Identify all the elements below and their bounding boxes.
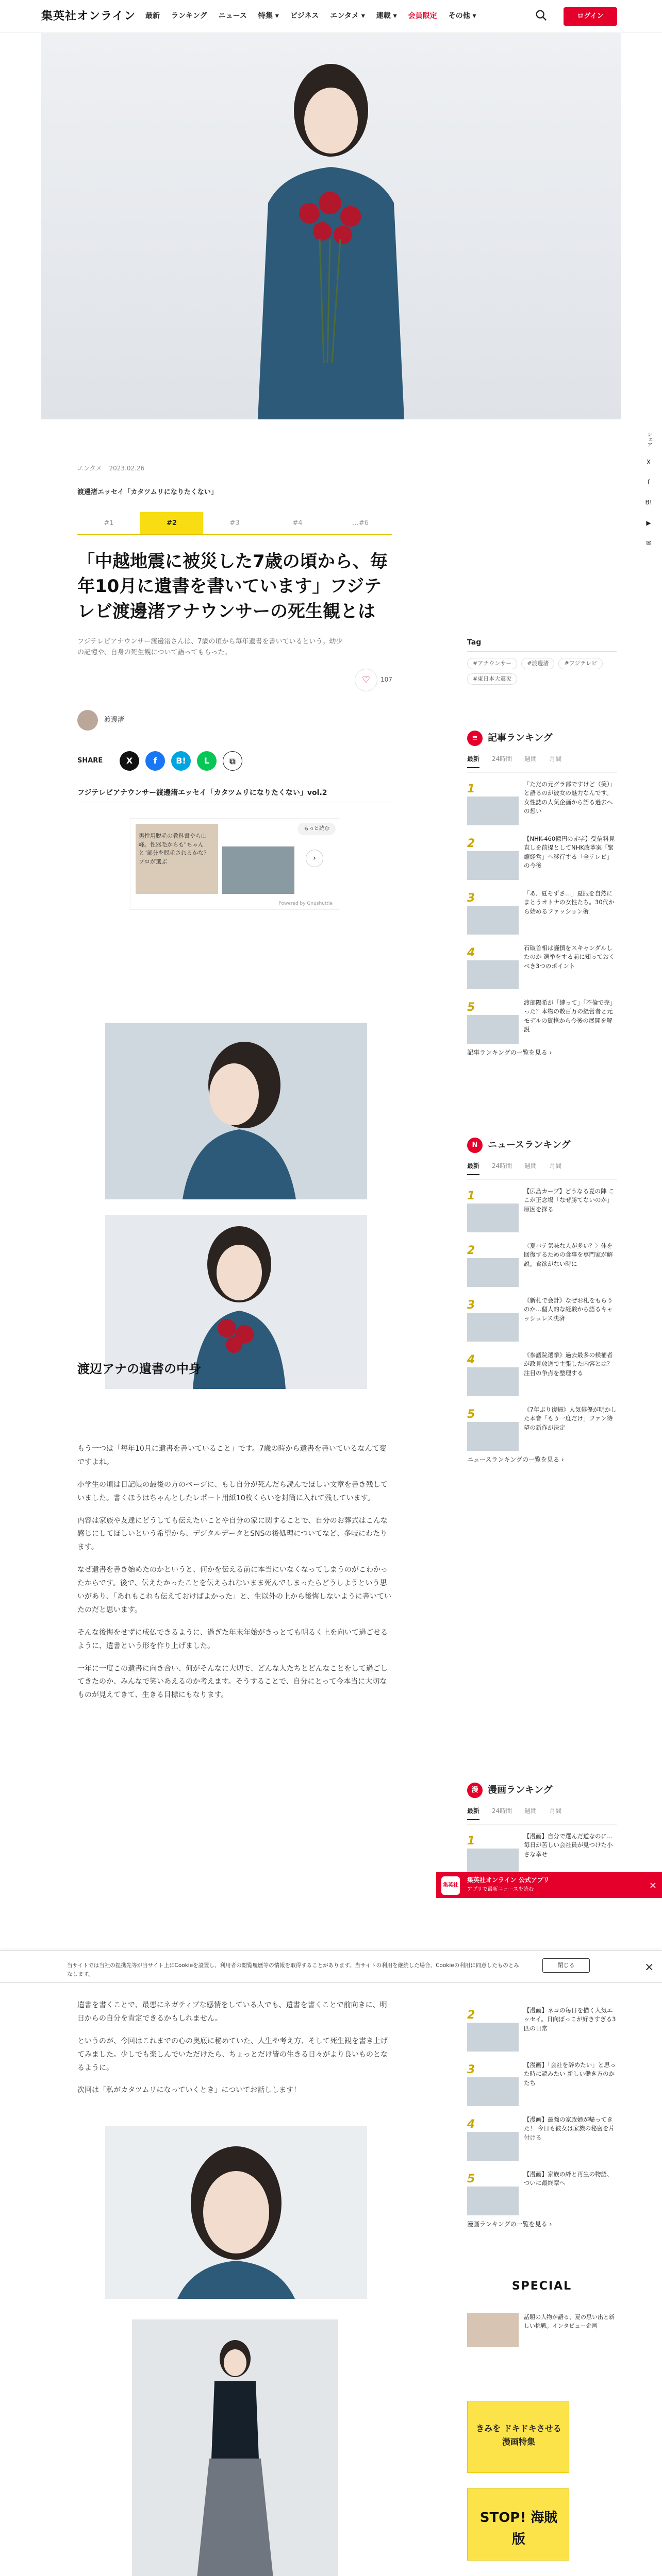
nav-item-entertainment[interactable]: エンタメ ▾ <box>330 12 365 20</box>
rank-number: 5 <box>467 1001 475 1014</box>
tab-24h[interactable]: 24時間 <box>492 1807 512 1815</box>
breadcrumb-category[interactable]: エンタメ <box>77 465 102 472</box>
ranking-item[interactable] <box>467 780 617 827</box>
ad-more-badge[interactable]: もっと読む <box>297 823 336 835</box>
rank-number: 5 <box>467 2173 475 2185</box>
episode-tabs <box>77 512 392 535</box>
manga-banner-text[interactable]: きみを ドキドキさせる 漫画特集 <box>476 2424 561 2447</box>
stop-piracy-banner[interactable] <box>467 2488 569 2561</box>
ranking-heading <box>467 1138 617 1153</box>
tab-monthly[interactable]: 月間 <box>549 1162 562 1170</box>
tag-item[interactable]: #東日本大震災 <box>467 673 517 685</box>
ranking-thumbnail[interactable] <box>467 1015 519 1044</box>
ranking-thumbnail[interactable] <box>467 2023 519 2052</box>
facebook-icon[interactable]: f <box>647 479 650 486</box>
ranking-title[interactable]: 《7年ぶり復帰》人気俳優が明かした本音「もう一度だけ」ファン待望の新作が決定 <box>524 1406 617 1431</box>
tab-24h[interactable]: 24時間 <box>492 755 512 762</box>
chevron-right-icon[interactable]: › <box>306 850 323 867</box>
ranking-item[interactable] <box>467 2170 617 2217</box>
hero-portrait <box>41 33 621 419</box>
rank-number: 3 <box>467 2063 475 2076</box>
news-ranking <box>467 1138 617 1465</box>
ranking-more-link[interactable]: 漫画ランキングの一覧を見る › <box>467 2221 552 2228</box>
ranking-more-link[interactable]: ニュースランキングの一覧を見る › <box>467 1456 564 1464</box>
hatena-share-icon[interactable]: B! <box>171 751 191 771</box>
manga-ranking <box>467 1783 617 1879</box>
ranking-title[interactable]: 【漫画】ネコの毎日を描く人気エッセイ。日向ぼっこが好きすぎる3匹の日常 <box>524 2007 616 2032</box>
article-title: 「中越地震に被災した7歳の頃から、毎年10月に遺書を書いています」フジテレビ渡邊渚アナウンサーの死生観とは <box>77 551 388 622</box>
tab-episode-2[interactable]: #2 <box>140 512 203 534</box>
author-name[interactable]: 渡邊渚 <box>104 716 125 724</box>
rank-number: 4 <box>467 946 475 960</box>
ranking-tabs <box>467 1161 617 1180</box>
ranking-item[interactable] <box>467 1242 617 1289</box>
nav-item-feature[interactable]: 特集 ▾ <box>258 12 279 20</box>
paragraph: もう一つは「毎年10月に遺書を書いていること」です。7歳の時から遺書を書いているなんて変ですよね。 <box>77 1445 387 1466</box>
ad-text[interactable]: 男性用脱毛の教科書やら山峰。性器毛からも"ちゃんと"部分を脱毛されるかな？ プロが選ぶ <box>139 833 210 865</box>
ranking-thumbnail[interactable] <box>467 960 519 989</box>
close-icon[interactable]: × <box>644 1961 654 1974</box>
ranking-title[interactable]: 《参議院選挙》過去最多の候補者が政見放送で主張した内容とは？ 注目の争点を整理する <box>524 1351 613 1377</box>
ranking-item[interactable] <box>467 1296 617 1344</box>
tag-section <box>467 637 617 685</box>
article-lead: フジテレビアナウンサー渡邊渚さんは、7歳の頃から毎年遺書を書いているという。幼少の記憶や、自身の死生観について語ってもらった。 <box>77 638 343 656</box>
ranking-thumbnail[interactable] <box>467 2132 519 2161</box>
close-icon[interactable]: × <box>649 1880 657 1891</box>
like-count: 107 <box>380 676 392 683</box>
article-photo-1[interactable] <box>105 1023 367 1199</box>
rank-number: 3 <box>467 1299 475 1312</box>
rank-number: 5 <box>467 1408 475 1421</box>
photo-3-figure <box>105 2126 367 2299</box>
like-widget[interactable] <box>355 669 392 693</box>
ad-widget[interactable] <box>130 818 339 910</box>
paragraph: 小学生の頃は日記帳の最後の方のページに、もし自分が死んだら読んでほしい文章を書き残していました。書くほうはちゃんとしたレポート用紙10枚くらいを封筒に入れて残しています。 <box>77 1480 388 1502</box>
ranking-thumbnail[interactable] <box>467 1313 519 1342</box>
stop-piracy-text[interactable]: STOP! 海賊版 <box>479 2510 558 2547</box>
special-section <box>467 2277 617 2295</box>
nav-item-ranking[interactable]: ランキング <box>171 12 207 20</box>
hero-image <box>41 33 621 419</box>
tab-latest[interactable]: 最新 <box>467 1161 479 1175</box>
ranking-tabs <box>467 754 617 773</box>
photo-1-figure <box>105 1023 367 1199</box>
app-banner-subtitle: アプリで最新ニュースを読む <box>467 1887 534 1892</box>
app-download-banner[interactable] <box>436 1872 662 1898</box>
ranking-item[interactable] <box>467 1351 617 1398</box>
ranking-thumbnail[interactable] <box>467 2077 519 2106</box>
manga-icon: 漫 <box>467 1783 483 1798</box>
nav-item-other[interactable]: その他 ▾ <box>448 12 476 20</box>
ranking-title[interactable]: 「ただの元グラ部ですけど（笑）」と語るのが彼女の魅力なんです。女性誌の人気企画から語る過去への想い <box>524 781 616 815</box>
tab-weekly[interactable]: 週間 <box>524 755 537 762</box>
tab-weekly[interactable]: 週間 <box>524 1162 537 1170</box>
tab-episode-more[interactable]: …#6 <box>352 519 369 527</box>
ranking-title[interactable]: 《新札で会計》なぜお札をもらうのか…個人的な経験から語るキャッシュレス決済 <box>524 1297 613 1322</box>
ranking-item[interactable] <box>467 835 617 882</box>
article-body-2 <box>77 1999 392 2107</box>
ranking-title[interactable]: 【漫画】自分で選んだ道なのに…毎日が苦しい会社員が見つけた小さな幸せ <box>524 1833 613 1858</box>
ad-powered-by: Powered by Gnushuttle <box>278 901 333 906</box>
rank-number: 1 <box>467 1190 475 1203</box>
breadcrumb <box>77 464 144 473</box>
rank-number: 3 <box>467 892 475 905</box>
ranking-item[interactable] <box>467 998 617 1046</box>
avatar <box>77 710 98 731</box>
share-label: SHARE <box>77 756 103 765</box>
ranking-thumbnail[interactable] <box>467 1204 519 1232</box>
ranking-item[interactable] <box>467 1405 617 1453</box>
paragraph: 一年に一度この遺書に向き合い、何がそんなに大切で、どんな人たちとどんなことをして過ごしてきたのか、みんなで笑いあえるのか考えます。そうすることで、自分にとって今本当に大切なものが見えてきて、生きる目標にもなります。 <box>77 1664 388 1700</box>
special-card[interactable] <box>467 2313 617 2359</box>
ranking-title[interactable]: 【NHK-460億円の赤字】受信料見直しを前提としてNHK改革案「緊縮経営」へ移行する「全テレビ」の今後 <box>524 835 615 869</box>
ranking-title[interactable]: 石破首相は謹慎をスキャンダルしたのか 選挙をする前に知っておくべき3つのポイント <box>524 944 615 970</box>
cookie-text: 当サイトでは当社の提携先等が当サイト上にCookieを設置し、利用者の閲覧履歴等の情報を取得することがあります。当サイトの利用を継続した場合、Cookieの利用に同意したものとみなします。 <box>67 1962 519 1977</box>
tag-heading: Tag <box>467 637 617 652</box>
login-button[interactable]: ログイン <box>564 7 617 26</box>
nav-item-members[interactable]: 会員限定 <box>408 12 437 20</box>
nav-item-news[interactable]: ニュース <box>218 12 247 20</box>
ranking-title[interactable]: 【漫画】「会社を辞めたい」と思った時に読みたい 新しい働き方のかたち <box>524 2061 616 2087</box>
tag-list <box>467 658 617 684</box>
rank-number: 2 <box>467 2009 475 2022</box>
x-icon[interactable]: X <box>646 459 651 466</box>
tag-item[interactable]: #渡邊渚 <box>521 658 554 669</box>
ranking-thumbnail[interactable] <box>467 1258 519 1287</box>
article-photo-4[interactable] <box>132 2319 338 2576</box>
special-heading: SPECIAL <box>511 2280 572 2293</box>
share-bar <box>77 751 242 771</box>
ranking-title[interactable]: 「あ、夏そずさ…」夏服を自然にまとうオトナの女性たち。30代から始めるファッション術 <box>524 890 615 915</box>
search-icon[interactable] <box>534 8 549 23</box>
rank-number: 1 <box>467 783 475 796</box>
article-ranking <box>467 731 617 1058</box>
floating-share-rail <box>642 432 655 548</box>
ranking-item[interactable] <box>467 889 617 937</box>
rank-number: 4 <box>467 2118 475 2131</box>
special-thumbnail[interactable] <box>467 2313 519 2347</box>
photo-4-figure <box>132 2319 338 2576</box>
main-nav <box>145 10 476 22</box>
tab-monthly[interactable]: 月間 <box>549 755 562 762</box>
ranking-thumbnail[interactable] <box>467 1367 519 1396</box>
rank-number: 2 <box>467 837 475 851</box>
ranking-item[interactable] <box>467 2006 617 2054</box>
ranking-more-link[interactable]: 記事ランキングの一覧を見る › <box>467 1049 552 1057</box>
ranking-title[interactable]: 【漫画】家族の絆と再生の物語、ついに最終章へ <box>524 2171 613 2187</box>
manga-banner[interactable] <box>467 2401 569 2473</box>
section-heading: 渡辺アナの遺書の中身 <box>77 1362 201 1376</box>
ranking-tabs <box>467 1806 617 1825</box>
x-share-icon[interactable]: X <box>120 751 139 771</box>
paragraph: そんな後悔をせずに成仏できるように、過ぎた年末年始がきっとても明るく上を向いて過ごせるように、遺書という形を作り上げました。 <box>77 1628 388 1650</box>
ad-thumbnail-2[interactable] <box>222 846 294 894</box>
mail-icon[interactable]: ✉ <box>646 539 652 547</box>
app-icon: 集英社 <box>441 1876 460 1895</box>
tab-episode-1[interactable]: #1 <box>104 519 114 527</box>
ranking-item[interactable] <box>467 2061 617 2108</box>
ranking-title[interactable]: 【漫画】最強の家政婦が帰ってきた！ 今日も彼女は家族の秘密を片付ける <box>524 2116 615 2141</box>
special-item[interactable] <box>467 2313 617 2359</box>
site-header <box>0 0 662 33</box>
article-body-1 <box>77 1443 392 1711</box>
paragraph: 次回は「私がカタツムリになっていくとき」についてお話しします！ <box>77 2086 301 2095</box>
ranking-item[interactable] <box>467 1187 617 1234</box>
rank-number: 2 <box>467 1244 475 1258</box>
paragraph: というのが、今回はこれまでの心の奥底に秘めていた、人生や考え方、そして死生観を書き上げてみました。少しでも楽しんでいただけたら、ちょっとだけ皆の生きる日々がより良いものとなるように。 <box>77 2037 388 2072</box>
rank-number: 1 <box>467 1835 475 1848</box>
ranking-title: ニュースランキング <box>488 1139 571 1150</box>
link-copy-icon[interactable]: ⧉ <box>223 751 242 771</box>
youtube-icon[interactable]: ▶ <box>646 519 651 527</box>
tag-item[interactable]: #アナウンサー <box>467 658 517 669</box>
ranking-title: 漫画ランキング <box>488 1784 553 1795</box>
line-share-icon[interactable]: L <box>197 751 217 771</box>
ranking-item[interactable] <box>467 944 617 991</box>
nav-item-business[interactable]: ビジネス <box>290 12 319 20</box>
tab-weekly[interactable]: 週間 <box>524 1807 537 1815</box>
series-label[interactable]: 渡邊渚エッセイ「カタツムリになりたくない」 <box>77 488 218 496</box>
app-banner-title[interactable]: 集英社オンライン 公式アプリ <box>467 1876 550 1884</box>
rail-share-label: シェア <box>646 432 652 447</box>
tag-item[interactable]: #フジテレビ <box>558 658 603 669</box>
special-title[interactable]: 話題の人物が語る、夏の思い出と新しい挑戦。インタビュー企画 <box>524 2314 615 2329</box>
ranking-item[interactable] <box>467 2115 617 2163</box>
ranking-thumbnail[interactable] <box>467 851 519 880</box>
news-icon: N <box>467 1138 483 1153</box>
ranking-title[interactable]: 〈夏バテ気味な人が多い？〉体を回復するための食事を専門家が解説。食欲がない時に <box>524 1242 613 1267</box>
paragraph: 内容は家族や友達にどうしても伝えたいことや自分の家に関することで、自分のお葬式はこんな感じにしてほしいという希望から、デジタルデータとSNSの後処理についてなど、多岐にわたります。 <box>77 1516 388 1552</box>
hatena-icon[interactable]: B! <box>645 499 652 506</box>
tab-episode-3[interactable]: #3 <box>229 519 240 527</box>
paragraph: 遺書を書くことで、最悪にネガティブな感情をしている人でも、遺書を書くことで前向きに、明日からの自分を肯定できるかもしれません。 <box>77 2001 387 2023</box>
ranking-title[interactable]: 渡部陽希が「縛って」「不倫で売」った？本物の数百万の経営者と元モデルの資格から今後の展開を解説 <box>524 999 616 1033</box>
tab-episode-4[interactable]: #4 <box>292 519 303 527</box>
tab-24h[interactable]: 24時間 <box>492 1162 512 1170</box>
tab-latest[interactable]: 最新 <box>467 1806 479 1820</box>
ranking-title[interactable]: 【広島カープ】どうなる夏の陣 ここが正念場「なぜ勝てないのか」原因を探る <box>524 1188 615 1213</box>
publish-date: 2023.02.26 <box>109 465 145 472</box>
ranking-title: 記事ランキング <box>488 732 553 743</box>
facebook-share-icon[interactable]: f <box>145 751 165 771</box>
nav-item-latest[interactable]: 最新 <box>145 12 160 20</box>
ranking-icon: ≡ <box>467 731 483 746</box>
rank-number: 4 <box>467 1353 475 1367</box>
nav-item-series[interactable]: 連載 ▾ <box>376 12 397 20</box>
ranking-thumbnail[interactable] <box>467 796 519 825</box>
cookie-close-button[interactable]: 閉じる <box>542 1958 590 1973</box>
article-photo-3[interactable] <box>105 2126 367 2299</box>
ranking-thumbnail[interactable] <box>467 2187 519 2215</box>
paragraph: なぜ遺書を書き始めたのかというと、何かを伝える前に本当にいなくなってしまうのがこわかったからです。後で、伝えたかったことを伝えられないまま死んでしまったらどうしようという思いがあり、「あれもこれも伝えておけばよかった」と、生以外の上から後悔しないように書いていたのだと思います。 <box>77 1566 391 1614</box>
manga-ranking-continued <box>467 1999 617 2229</box>
ranking-heading <box>467 731 617 746</box>
ranking-heading <box>467 1783 617 1798</box>
heart-icon[interactable]: ♡ <box>355 669 377 691</box>
site-logo[interactable]: 集英社オンライン <box>41 10 136 23</box>
series-heading: フジテレビアナウンサー渡邊渚エッセイ「カタツムリになりたくない」vol.2 <box>77 787 392 803</box>
cookie-consent-bar <box>0 1951 662 1982</box>
author-block[interactable] <box>77 710 124 731</box>
tab-monthly[interactable]: 月間 <box>549 1807 562 1815</box>
ranking-thumbnail[interactable] <box>467 906 519 935</box>
tab-latest[interactable]: 最新 <box>467 754 479 768</box>
ranking-thumbnail[interactable] <box>467 1422 519 1451</box>
